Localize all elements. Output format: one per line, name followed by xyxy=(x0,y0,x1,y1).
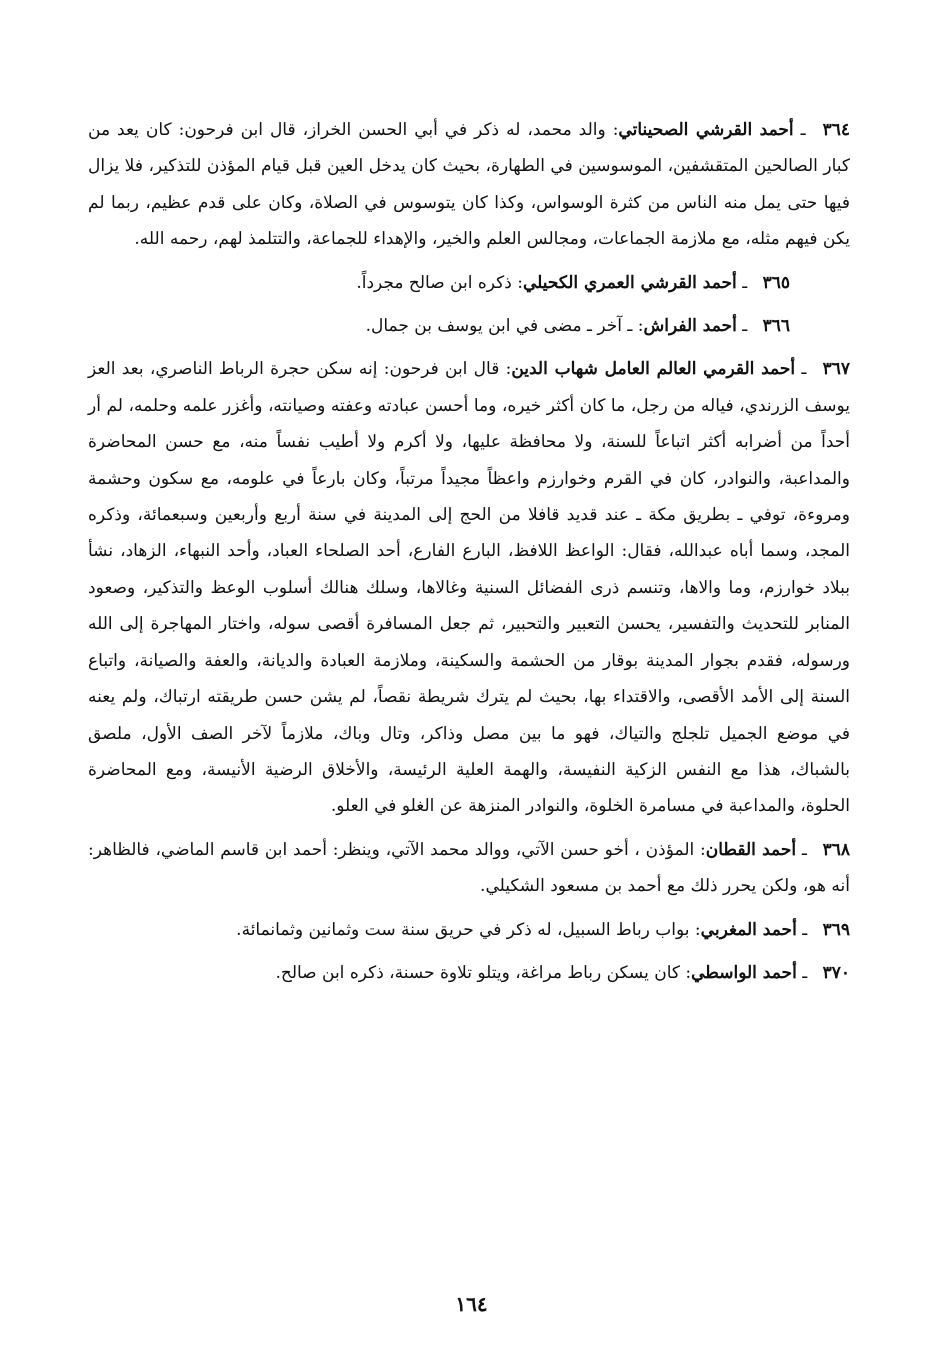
entry-text: : ـ آخر ـ مضى في ابن يوسف بن جمال. xyxy=(365,316,644,337)
entry-text: : ذكره ابن صالح مجرداً. xyxy=(356,272,523,293)
entry-name: أحمد الواسطي xyxy=(691,962,797,983)
entry-name: أحمد القرشي الصحيناتي xyxy=(618,120,794,140)
page-body xyxy=(88,112,850,998)
entry-number: ٣٦٧ xyxy=(822,359,850,380)
entry-370: ٣٧٠ ـ أحمد الواسطي: كان يسكن رباط مراغة، ويتلو تلاوة حسنة، ذكره ابن صالح. xyxy=(275,962,850,983)
entry-number: ٣٦٤ xyxy=(822,120,850,140)
entry-text: : قال ابن فرحون: إنه سكن حجرة الرباط الناصري، بعد العز يوسف الزرندي، فياله من رجل، ما كان أكثر خيره، وما أحسن عبادته وعفته وصيانته، وأغزر علمه وحلمه، لم أر أحداً من أضرابه أكثر اتباعاً للسنة، ولا محافظة عليها، ولا أكرم ولا أطيب نفساً منه، مع حسن المحاضرة والمداعبة، والنوادر، كان في القرم وخوارزم واعظاً مجيداً مرتباً، وكان بارعاً في علومه، مع سكون وحشمة ومروءة، توفي ـ بطريق مكة ـ عند قديد قافلا من الحج إلى المدينة في سنة أربع وأربعين وسبعمائة، وذكره المجد، وسما أباه عبدالله، فقال: الواعظ اللافظ، البارع الفارع، أحد الصلحاء العباد، وأحد النبهاء، الزهاد، نشأ ببلاد خوارزم، وما والاها، وتنسم ذرى الفضائل السنية وغالاها، وسلك هنالك أسلوب الوعظ والتذكير، وصعود المنابر للتحديث والتفسير، يحسن التعبير والتحبير، ثم جعل المسافرة أقصى سوله، واختار المهاجرة إلى الله ورسوله، فقدم بجوار المدينة بوقار من الحشمة والسكينة، وملازمة العبادة والديانة، والعفة والصيانة، واتباع السنة إلى الأمد الأقصى، والاقتداء بها، بحيث لم يترك شريطة نقصاً، لم يشن حسن طريقته ارتباك، ولم يعنه في موضع الجميل تلجلج والتياك، فهو ما بين مصل وذاكر، وتال وباك، ملازماً لآخر الصف الأول، ملصق بالشباك، هذا مع النفس الزكية النفيسة، والهمة العلية الرئيسة، والأخلاق الرضية الأنيسة، ومع المحاضرة الحلوة، والمداعبة في مسامرة الخلوة، والنوادر المنزهة عن الغلو في العلو. xyxy=(88,359,850,817)
entry-number: ٣٦٦ xyxy=(762,316,790,337)
entry-name: أحمد القرمي العالم العامل شهاب الدين xyxy=(511,359,796,380)
entry-369: ٣٦٩ ـ أحمد المغربي: بواب رباط السبيل، له ذكر في حريق سنة ست وثمانين وثمانمائة. xyxy=(236,919,850,940)
page-number: ١٦٤ xyxy=(455,1292,488,1316)
entry-text: : بواب رباط السبيل، له ذكر في حريق سنة ست وثمانين وثمانمائة. xyxy=(236,919,701,940)
entry-number: ٣٦٥ xyxy=(762,272,790,293)
entry-text: : والد محمد، له ذكر في أبي الحسن الخراز، قال ابن فرحون: كان يعد من كبار الصالحين المتقشفين، الموسوسين في الطهارة، بحيث كان يدخل العين قبل قيام المؤذن للتذكير، فلا يزال فيها حتى يمل منه الناس من كثرة الوسواس، وكذا كان يتوسوس في الصلاة، وكان على قدم عظيم، ربما لم يكن فيهم مثله، مع ملازمة الجماعات، ومجالس العلم والخير، والإهداء للجماعة، والتتلمذ لهم، رحمه الله. xyxy=(88,120,850,250)
entry-name: أحمد المغربي xyxy=(700,919,797,940)
entry-name: أحمد القطان xyxy=(705,839,797,860)
entry-name: أحمد القرشي العمري الكحيلي xyxy=(522,272,737,293)
entry-number: ٣٧٠ xyxy=(822,962,850,983)
entry-364: ٣٦٤ ـ أحمد القرشي الصحيناتي: والد محمد، له ذكر في أبي الحسن الخراز، قال ابن فرحون: كان يعد من كبار الصالحين المتقشفين، الموسوسين في الطهارة، بحيث كان يدخل العين قبل قيام المؤذن للتذكير، فلا يزال فيها حتى يمل منه الناس من كثرة الوسواس، وكذا كان يتوسوس في الصلاة، وكان على قدم عظيم، ربما لم يكن فيهم مثله، مع ملازمة الجماعات، ومجالس العلم والخير، والإهداء للجماعة، والتتلمذ لهم، رحمه الله. xyxy=(88,120,850,250)
entry-text: : كان يسكن رباط مراغة، ويتلو تلاوة حسنة، ذكره ابن صالح. xyxy=(275,962,692,983)
entry-367: ٣٦٧ ـ أحمد القرمي العالم العامل شهاب الدين: قال ابن فرحون: إنه سكن حجرة الرباط الناصري، بعد العز يوسف الزرندي، فياله من رجل، ما كان أكثر خيره، وما أحسن عبادته وعفته وصيانته، وأغزر علمه وحلمه، لم أر أحداً من أضرابه أكثر اتباعاً للسنة، ولا محافظة عليها، ولا أكرم ولا أطيب نفساً منه، مع حسن المحاضرة والمداعبة، والنوادر، كان في القرم وخوارزم واعظاً مجيداً مرتباً، وكان بارعاً في علومه، مع سكون وحشمة ومروءة، توفي ـ بطريق مكة ـ عند قديد قافلا من الحج إلى المدينة في سنة أربع وأربعين وسبعمائة، وذكره المجد، وسما أباه عبدالله، فقال: الواعظ اللافظ، البارع الفارع، أحد الصلحاء العباد، وأحد النبهاء، الزهاد، نشأ ببلاد خوارزم، وما والاها، وتنسم ذرى الفضائل السنية وغالاها، وسلك هنالك أسلوب الوعظ والتذكير، وصعود المنابر للتحديث والتفسير، يحسن التعبير والتحبير، ثم جعل المسافرة أقصى سوله، واختار المهاجرة إلى الله ورسوله، فقدم بجوار المدينة بوقار من الحشمة والسكينة، وملازمة العبادة والديانة، والعفة والصيانة، واتباع السنة إلى الأمد الأقصى، والاقتداء بها، بحيث لم يترك شريطة نقصاً، لم يشن حسن طريقته ارتباك، ولم يعنه في موضع الجميل تلجلج والتياك، فهو ما بين مصل وذاكر، وتال وباك، ملازماً لآخر الصف الأول، ملصق بالشباك، هذا مع النفس الزكية النفيسة، والهمة العلية الرئيسة، والأخلاق الرضية الأنيسة، ومع المحاضرة الحلوة، والمداعبة في مسامرة الخلوة، والنوادر المنزهة عن الغلو في العلو. xyxy=(88,359,850,817)
entry-368: ٣٦٨ ـ أحمد القطان: المؤذن ، أخو حسن الآتي، ووالد محمد الآتي، وينظر: أحمد ابن قاسم الماضي، فالظاهر: أنه هو، ولكن يحرر ذلك مع أحمد بن مسعود الشكيلي. xyxy=(88,839,851,897)
entry-366: ٣٦٦ ـ أحمد الفراش: ـ آخر ـ مضى في ابن يوسف بن جمال. xyxy=(365,316,790,337)
entry-name: أحمد الفراش xyxy=(643,316,737,337)
entry-number: ٣٦٩ xyxy=(822,919,850,940)
entry-365: ٣٦٥ ـ أحمد القرشي العمري الكحيلي: ذكره ابن صالح مجرداً. xyxy=(356,272,790,293)
entry-text: : المؤذن ، أخو حسن الآتي، ووالد محمد الآتي، وينظر: أحمد ابن قاسم الماضي، فالظاهر: أنه هو، ولكن يحرر ذلك مع أحمد بن مسعود الشكيلي. xyxy=(88,839,850,897)
entry-number: ٣٦٨ xyxy=(822,839,851,860)
